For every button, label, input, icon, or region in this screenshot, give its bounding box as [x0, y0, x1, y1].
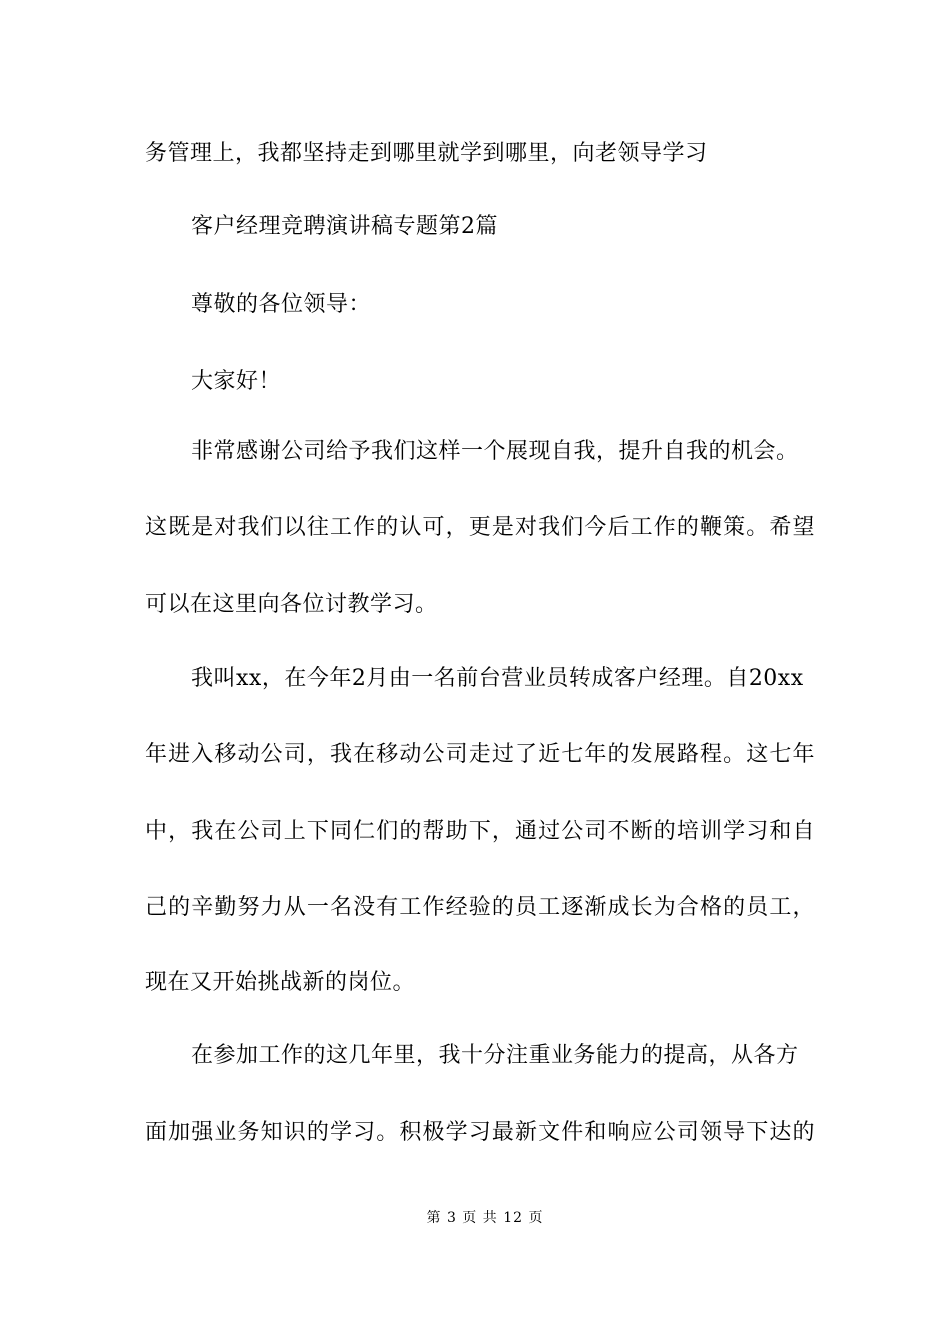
page-number-footer: 第 3 页 共 12 页: [426, 1210, 544, 1226]
paragraph-3-line-2: 面加强业务知识的学习。积极学习最新文件和响应公司领导下达的: [145, 1120, 815, 1145]
paragraph-1-line-1: 非常感谢公司给予我们这样一个展现自我，提升自我的机会。: [191, 439, 799, 464]
paragraph-3-line-1: 在参加工作的这几年里，我十分注重业务能力的提高，从各方: [191, 1043, 799, 1068]
greeting: 大家好！: [191, 369, 282, 394]
paragraph-1-line-3: 可以在这里向各位讨教学习。: [145, 592, 438, 617]
salutation: 尊敬的各位领导：: [191, 292, 372, 317]
paragraph-2-line-5: 现在又开始挑战新的岗位。: [145, 970, 416, 995]
paragraph-2-line-1: 我叫xx，在今年2月由一名前台营业员转成客户经理。自20xx: [191, 666, 804, 691]
paragraph-2-line-2: 年进入移动公司，我在移动公司走过了近七年的发展路程。这七年: [145, 742, 815, 767]
section-heading: 客户经理竞聘演讲稿专题第2篇: [191, 214, 498, 239]
paragraph-1-line-2: 这既是对我们以往工作的认可，更是对我们今后工作的鞭策。希望: [145, 515, 815, 540]
paragraph-2-line-4: 己的辛勤努力从一名没有工作经验的员工逐渐成长为合格的员工，: [145, 895, 815, 920]
paragraph-line-continuation: 务管理上，我都坚持走到哪里就学到哪里，向老领导学习: [145, 141, 708, 166]
paragraph-2-line-3: 中，我在公司上下同仁们的帮助下，通过公司不断的培训学习和自: [145, 819, 815, 844]
